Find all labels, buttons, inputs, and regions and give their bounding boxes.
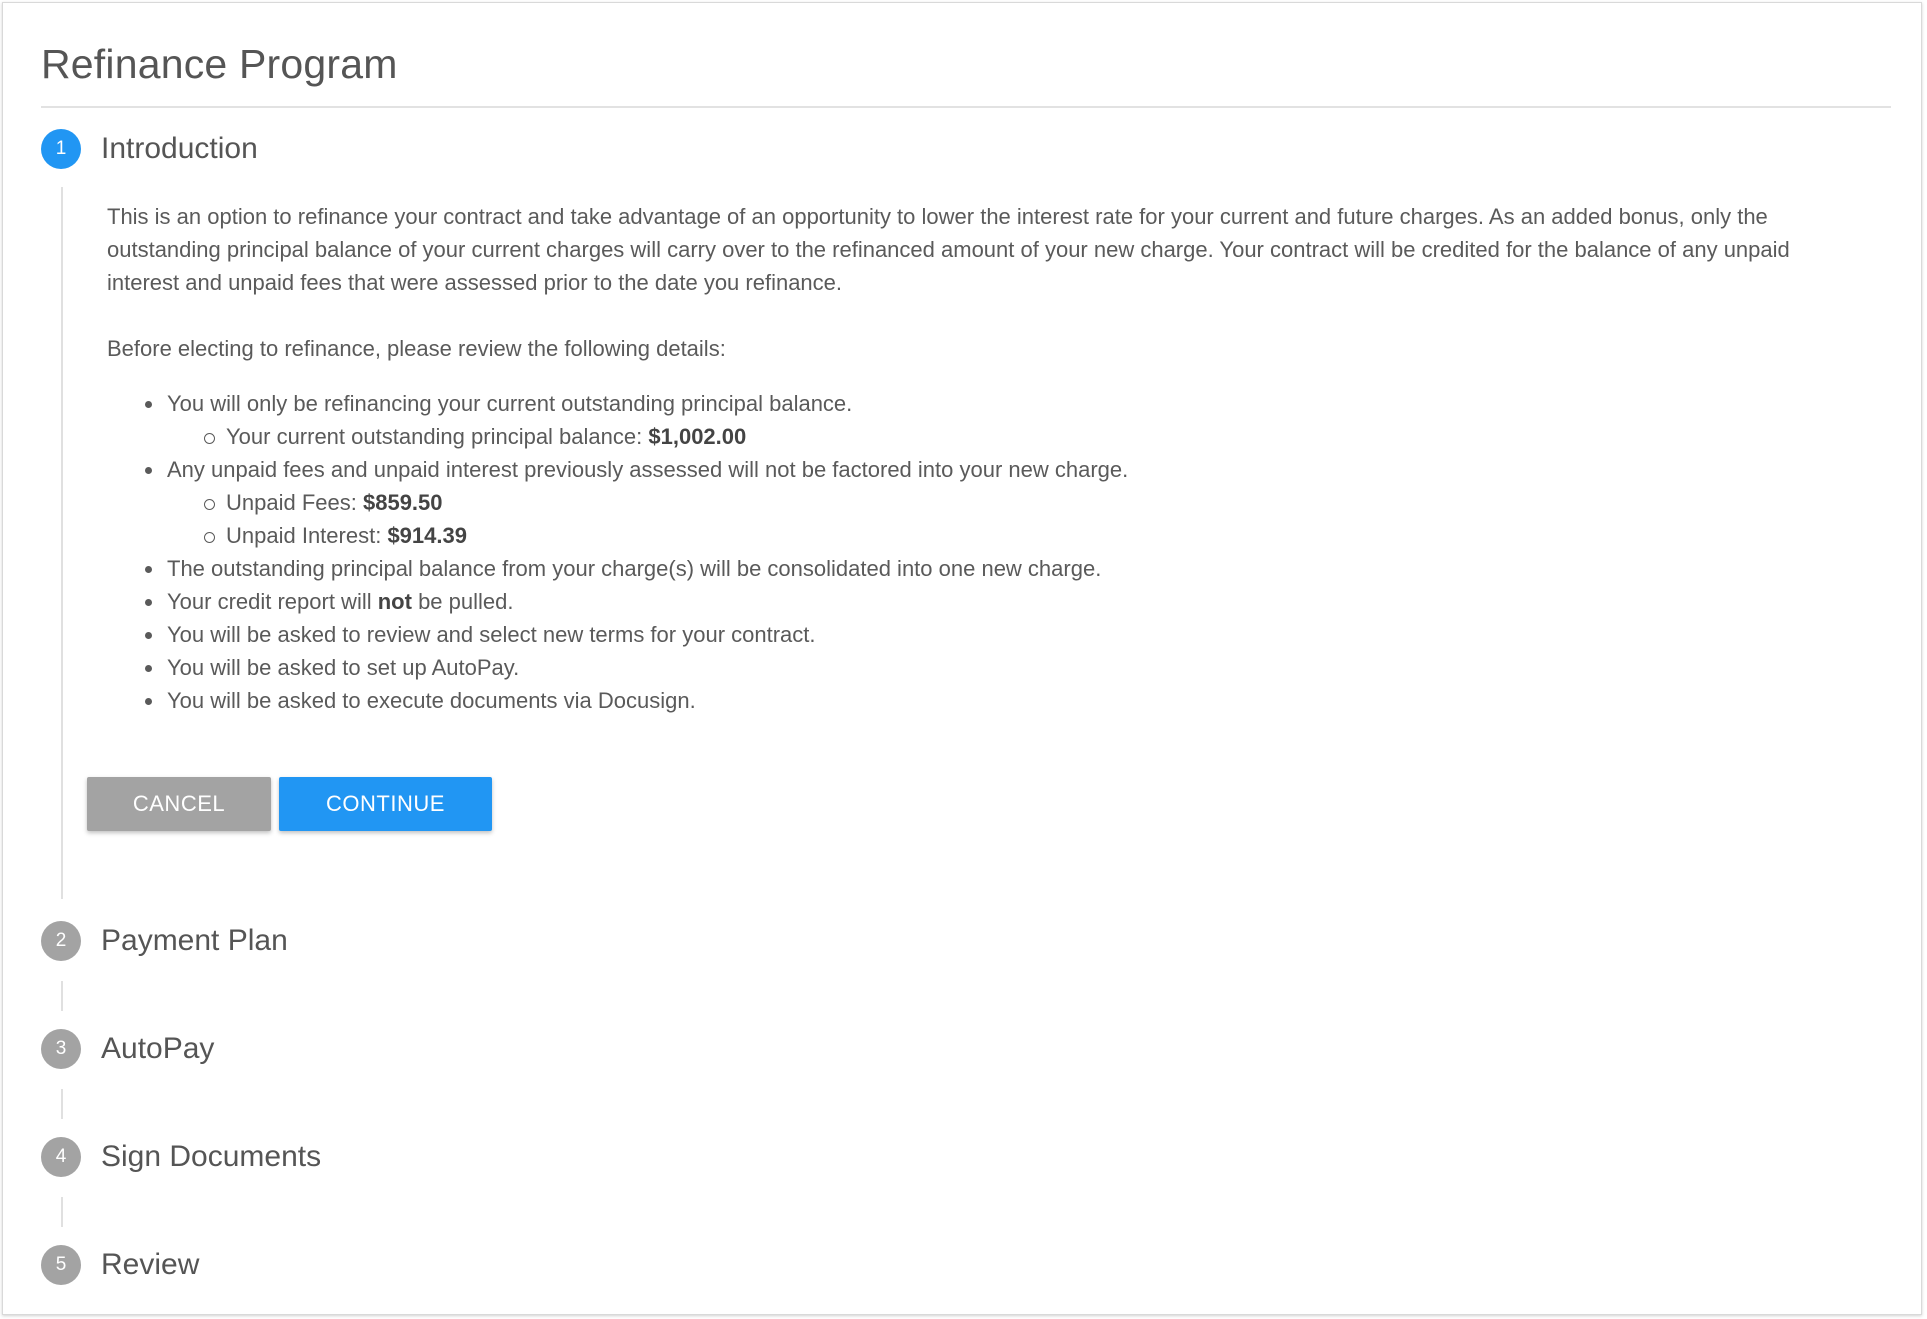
step-autopay[interactable] [41, 1029, 214, 1069]
step-label: Introduction [101, 132, 258, 165]
step-connector [61, 1197, 63, 1227]
list-item [145, 387, 1867, 453]
step-review[interactable] [41, 1245, 199, 1285]
list-item-text: be pulled. [418, 589, 514, 614]
page-title: Refinance Program [41, 41, 398, 87]
list-item: The outstanding principal balance from your charge(s) will be consolidated into one new charge. [145, 552, 1867, 585]
list-item [145, 453, 1867, 552]
principal-balance-label: Your current outstanding principal balance: [226, 424, 643, 449]
list-subitem [204, 486, 1867, 519]
intro-paragraph: This is an option to refinance your contract and take advantage of an opportunity to lower the interest rate for your current and future charges. As an added bonus, only the outstanding principal balance of your current charges will carry over to the refinanced amount of your new charge. Your contract will be credited for the balance of any unpaid interest and unpaid fees that were assessed prior to the date you refinance. [107, 204, 1790, 295]
step-payment-plan[interactable] [41, 921, 288, 961]
step-label: Payment Plan [101, 924, 288, 957]
refinance-card [2, 2, 1922, 1315]
step-connector [61, 187, 63, 899]
emphasis-text: not [377, 589, 412, 614]
list-subitem [204, 420, 1867, 453]
list-subitem [204, 519, 1867, 552]
list-item: You will be asked to set up AutoPay. [145, 651, 1867, 684]
details-list [145, 387, 1867, 717]
continue-button[interactable]: CONTINUE [279, 777, 492, 831]
step-label: Sign Documents [101, 1140, 322, 1173]
unpaid-interest-label: Unpaid Interest: [226, 523, 382, 548]
introduction-content [107, 200, 1867, 717]
unpaid-fees-label: Unpaid Fees: [226, 490, 357, 515]
unpaid-interest-value: $914.39 [387, 523, 467, 548]
list-item: You will be asked to review and select new terms for your contract. [145, 618, 1867, 651]
step-number-badge: 5 [41, 1245, 81, 1285]
principal-balance-value: $1,002.00 [648, 424, 747, 449]
list-item: You will be asked to execute documents via Docusign. [145, 684, 1867, 717]
step-number-badge: 4 [41, 1137, 81, 1177]
step-number-badge: 3 [41, 1029, 81, 1069]
list-item-text: You will only be refinancing your current outstanding principal balance. [167, 391, 853, 416]
step-connector [61, 981, 63, 1011]
step-number-badge: 1 [41, 129, 81, 169]
step-connector [61, 1089, 63, 1119]
intro-review-prompt: Before electing to refinance, please review the following details: [107, 336, 726, 361]
step-label: Review [101, 1248, 200, 1281]
cancel-button[interactable]: CANCEL [87, 777, 271, 831]
step-introduction[interactable] [41, 129, 258, 169]
title-divider [41, 106, 1891, 108]
list-item-text: Your credit report will [167, 589, 372, 614]
unpaid-fees-value: $859.50 [362, 490, 443, 515]
list-item-text: Any unpaid fees and unpaid interest previously assessed will not be factored into your new charge. [167, 457, 1129, 482]
step-sign-documents[interactable] [41, 1137, 321, 1177]
list-item [145, 585, 1867, 618]
step-number-badge: 2 [41, 921, 81, 961]
step-label: AutoPay [101, 1032, 215, 1065]
